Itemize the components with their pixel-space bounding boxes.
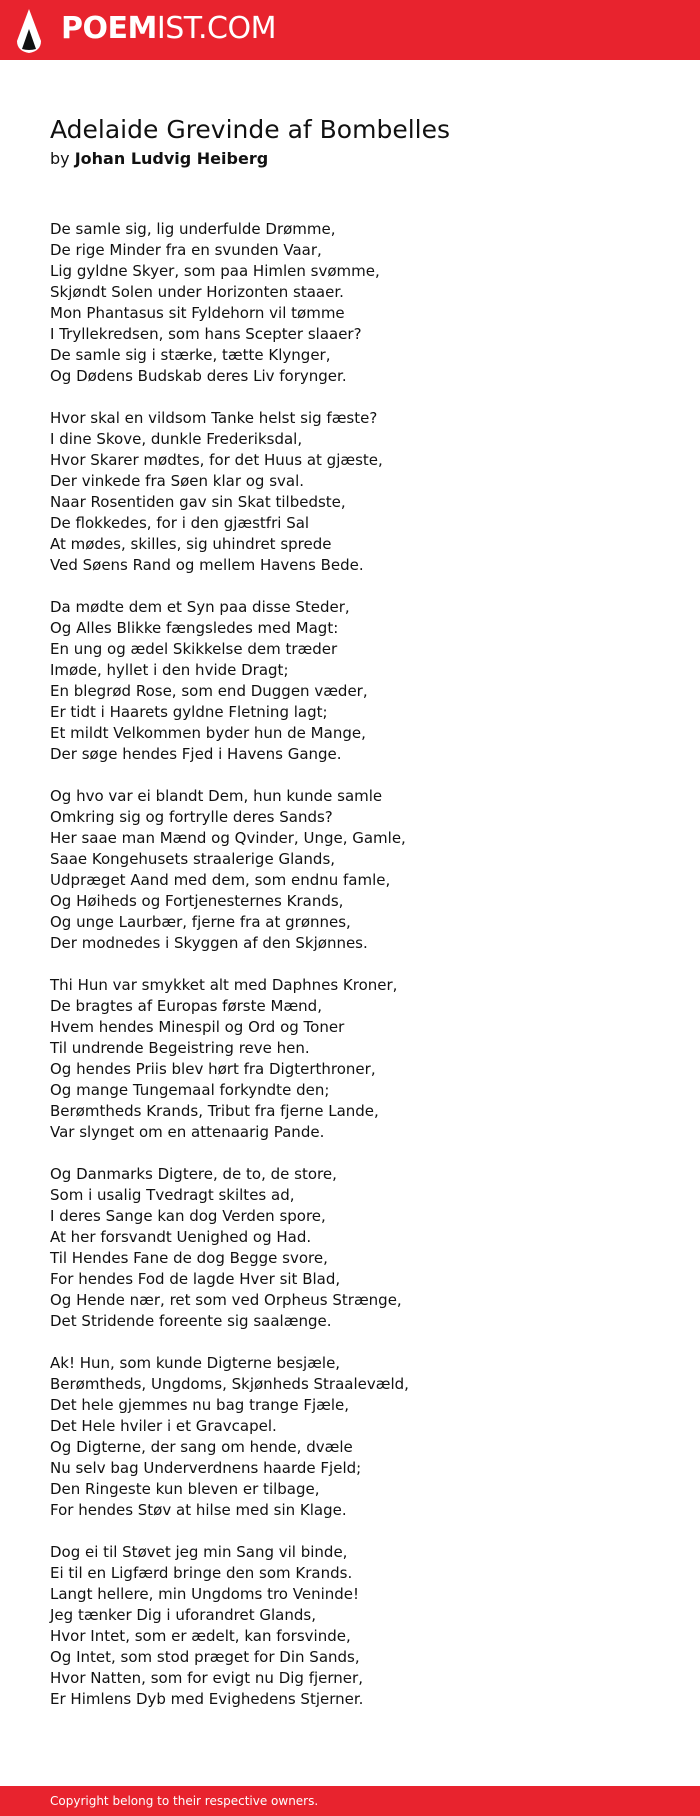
poem-line: Imøde, hyllet i den hvide Dragt; xyxy=(50,661,289,679)
poem-line: Berømtheds Krands, Tribut fra fjerne Lande, xyxy=(50,1102,379,1120)
poem-line: At her forsvandt Uenighed og Had. xyxy=(50,1228,312,1246)
poem-line: Udpræget Aand med dem, som endnu famle, xyxy=(50,871,391,889)
copyright-text: Copyright belong to their respective owners. xyxy=(50,1794,319,1808)
stanza xyxy=(50,786,670,954)
poem-line: Naar Rosentiden gav sin Skat tilbedste, xyxy=(50,493,346,511)
poem-line: For hendes Fod de lagde Hver sit Blad, xyxy=(50,1270,341,1288)
poem-line: Og mange Tungemaal forkyndte den; xyxy=(50,1081,330,1099)
poem-line: Det Hele hviler i et Gravcapel. xyxy=(50,1417,277,1435)
poem-line: Berømtheds, Ungdoms, Skjønheds Straalevæld, xyxy=(50,1375,409,1393)
poem-line: Og hendes Priis blev hørt fra Digterthroner, xyxy=(50,1060,376,1078)
logo-text-bold: POEM xyxy=(61,11,157,46)
author-name[interactable]: Johan Ludvig Heiberg xyxy=(74,149,269,168)
poem-line: Skjøndt Solen under Horizonten staaer. xyxy=(50,283,344,301)
poem-line: Og hvo var ei blandt Dem, hun kunde samle xyxy=(50,787,383,805)
poem-line: De bragtes af Europas første Mænd, xyxy=(50,997,322,1015)
poem-line: Er Himlens Dyb med Evighedens Stjerner. xyxy=(50,1690,364,1708)
site-logo[interactable] xyxy=(61,11,276,47)
poem-line: Jeg tænker Dig i uforandret Glands, xyxy=(50,1606,316,1624)
poem-line: En blegrød Rose, som end Duggen væder, xyxy=(50,682,368,700)
poem-line: Det Stridende foreente sig saalænge. xyxy=(50,1312,332,1330)
poem-line: Ei til en Ligfærd bringe den som Krands. xyxy=(50,1564,353,1582)
poem-line: Mon Phantasus sit Fyldehorn vil tømme xyxy=(50,304,345,322)
poem-body xyxy=(50,219,670,1731)
poem-line: De samle sig, lig underfulde Drømme, xyxy=(50,220,336,238)
poem-line: Var slynget om en attenaarig Pande. xyxy=(50,1123,325,1141)
stanza xyxy=(50,1542,670,1710)
poem-line: I deres Sange kan dog Verden spore, xyxy=(50,1207,326,1225)
site-header xyxy=(0,0,700,60)
logo-text-light: IST.COM xyxy=(156,11,276,46)
site-footer xyxy=(0,1786,700,1816)
poem-line: I Tryllekredsen, som hans Scepter slaaer? xyxy=(50,325,362,343)
stanza xyxy=(50,219,670,387)
poem-line: Saae Kongehusets straalerige Glands, xyxy=(50,850,336,868)
poem-line: Hvor Skarer mødtes, for det Huus at gjæste, xyxy=(50,451,383,469)
poem-line: Et mildt Velkommen byder hun de Mange, xyxy=(50,724,366,742)
poem-line: Omkring sig og fortrylle deres Sands? xyxy=(50,808,333,826)
poem-line: I dine Skove, dunkle Frederiksdal, xyxy=(50,430,303,448)
poem-line: Den Ringeste kun bleven er tilbage, xyxy=(50,1480,320,1498)
poem-line: Og Hende nær, ret som ved Orpheus Strænge, xyxy=(50,1291,402,1309)
poem-line: Lig gyldne Skyer, som paa Himlen svømme, xyxy=(50,262,380,280)
byline-prefix: by xyxy=(50,149,70,168)
poem-line: Til undrende Begeistring reve hen. xyxy=(50,1039,310,1057)
stanza xyxy=(50,975,670,1143)
stanza xyxy=(50,597,670,765)
poem-line: De rige Minder fra en svunden Vaar, xyxy=(50,241,322,259)
poem-line: Dog ei til Støvet jeg min Sang vil binde, xyxy=(50,1543,348,1561)
stanza xyxy=(50,408,670,576)
poem-line: Det hele gjemmes nu bag trange Fjæle, xyxy=(50,1396,350,1414)
poem-line: Og Digterne, der sang om hende, dvæle xyxy=(50,1438,353,1456)
poem-line: Der vinkede fra Søen klar og sval. xyxy=(50,472,305,490)
poem-line: Og Høiheds og Fortjenesternes Krands, xyxy=(50,892,344,910)
poem-line: Da mødte dem et Syn paa disse Steder, xyxy=(50,598,350,616)
poem-line: Og Danmarks Digtere, de to, de store, xyxy=(50,1165,337,1183)
poem-line: Langt hellere, min Ungdoms tro Veninde! xyxy=(50,1585,360,1603)
poem-line: Til Hendes Fane de dog Begge svore, xyxy=(50,1249,328,1267)
poem-line: Som i usalig Tvedragt skiltes ad, xyxy=(50,1186,295,1204)
poem-line: Og unge Laurbær, fjerne fra at grønnes, xyxy=(50,913,351,931)
poem-line: De samle sig i stærke, tætte Klynger, xyxy=(50,346,331,364)
poem-line: Nu selv bag Underverdnens haarde Fjeld; xyxy=(50,1459,362,1477)
poem-line: Og Dødens Budskab deres Liv forynger. xyxy=(50,367,347,385)
poem-line: Ved Søens Rand og mellem Havens Bede. xyxy=(50,556,364,574)
poem-line: Der modnedes i Skyggen af den Skjønnes. xyxy=(50,934,368,952)
poem-line: Ak! Hun, som kunde Digterne besjæle, xyxy=(50,1354,341,1372)
stanza xyxy=(50,1353,670,1521)
poem-line: Hvor skal en vildsom Tanke helst sig fæste? xyxy=(50,409,378,427)
stanza xyxy=(50,1164,670,1332)
poem-line: Her saae man Mænd og Qvinder, Unge, Gamle, xyxy=(50,829,406,847)
poem-line: Hvem hendes Minespil og Ord og Toner xyxy=(50,1018,345,1036)
byline xyxy=(50,147,268,171)
poem-line: Thi Hun var smykket alt med Daphnes Kroner, xyxy=(50,976,398,994)
poem-line: Og Alles Blikke fængsledes med Magt: xyxy=(50,619,339,637)
poem-line: De flokkedes, for i den gjæstfri Sal xyxy=(50,514,310,532)
pen-nib-icon xyxy=(16,9,42,53)
poem-line: En ung og ædel Skikkelse dem træder xyxy=(50,640,338,658)
poem-line: Er tidt i Haarets gyldne Fletning lagt; xyxy=(50,703,328,721)
poem-title: Adelaide Grevinde af Bombelles xyxy=(50,115,450,144)
poem-line: At mødes, skilles, sig uhindret sprede xyxy=(50,535,332,553)
poem-line: Hvor Natten, som for evigt nu Dig fjerner, xyxy=(50,1669,363,1687)
poem-line: Hvor Intet, som er ædelt, kan forsvinde, xyxy=(50,1627,351,1645)
poem-line: Og Intet, som stod præget for Din Sands, xyxy=(50,1648,360,1666)
poem-line: For hendes Støv at hilse med sin Klage. xyxy=(50,1501,347,1519)
poem-line: Der søge hendes Fjed i Havens Gange. xyxy=(50,745,342,763)
